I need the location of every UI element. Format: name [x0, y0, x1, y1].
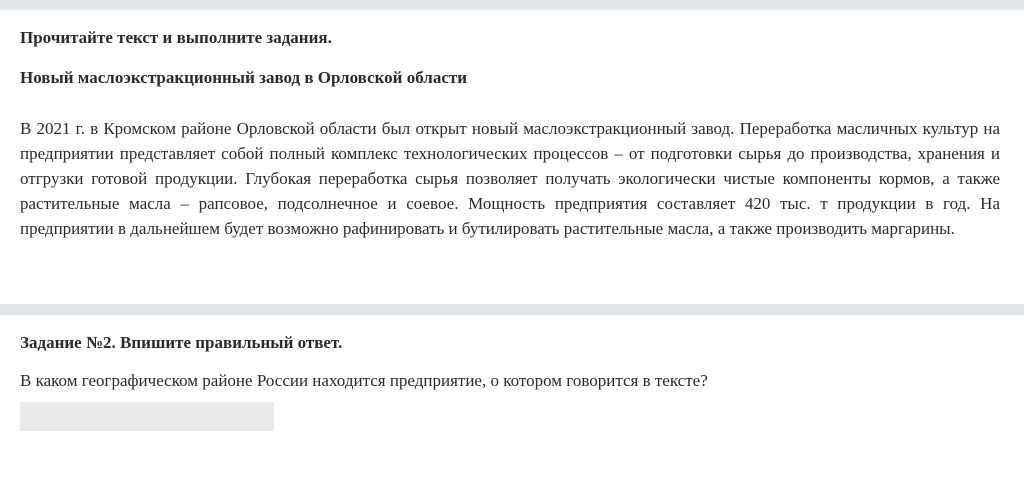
article-body: В 2021 г. в Кромском районе Орловской области был открыт новый маслоэкстракционный завод. Переработка масличных культур на предприятии представляет собой полный комплекс технологических процессов – от подготовки сырья до производства, хранения и отгрузки готовой продукции. Глубокая переработка сырья позволяет получать экологически чистые компоненты кормов, а также растительные масла – рапсовое, подсолнечное и соевое. Мощность предприятия составляет 420 тыс. т продукции в год. На предприятии в дальнейшем будет возможно рафинировать и бутилировать растительные масла, а также производить маргарины. — [20, 119, 1000, 238]
task-question: В каком географическом районе России находится предприятие, о котором говорится в тексте? — [20, 371, 708, 390]
section-divider-bar — [0, 304, 1024, 315]
top-divider-bar — [0, 0, 1024, 10]
article-title: Новый маслоэкстракционный завод в Орловской области — [20, 68, 468, 87]
reading-instruction: Прочитайте текст и выполните задания. — [20, 28, 332, 47]
answer-input[interactable] — [20, 402, 274, 431]
task-heading: Задание №2. Впишите правильный ответ. — [20, 333, 343, 352]
